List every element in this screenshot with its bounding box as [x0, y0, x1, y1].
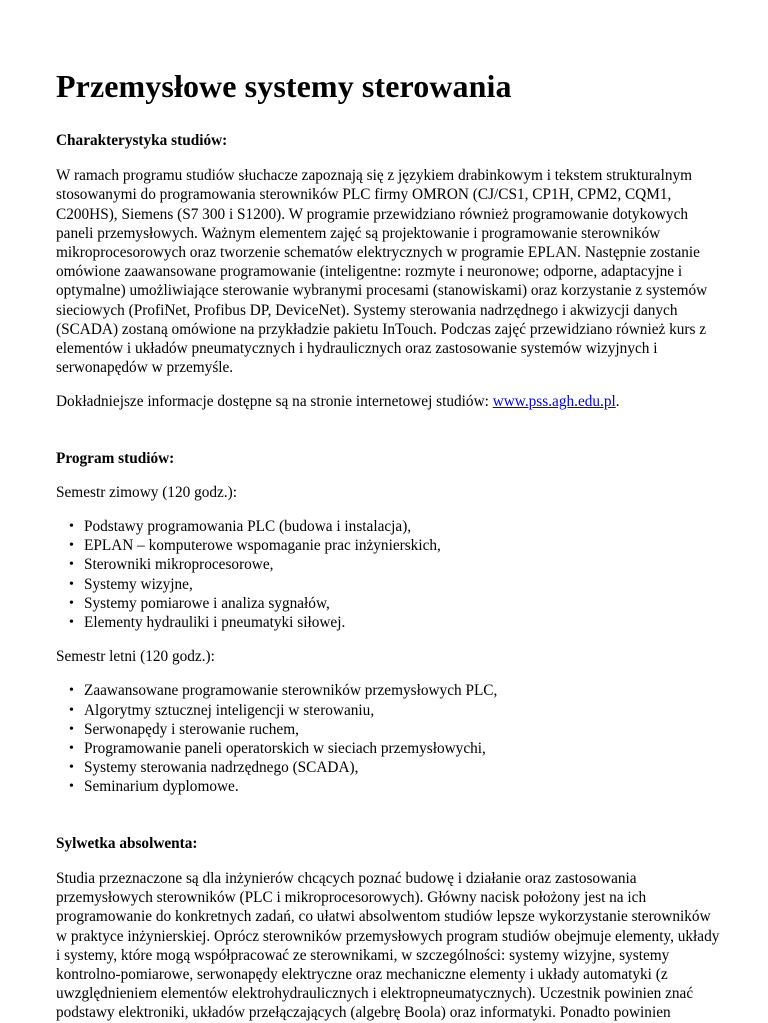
characteristics-heading: Charakterystyka studiów:	[56, 132, 228, 149]
list-item: • Seminarium dyplomowe.	[56, 777, 726, 796]
graduate-line: programowanie do konkretnych zadań, co ułatwi absolwentom studiów lepsze wykorzystanie sterowników	[56, 908, 711, 926]
graduate-heading: Sylwetka absolwenta:	[56, 834, 198, 852]
list-item: • Systemy sterowania nadrzędnego (SCADA),	[56, 758, 726, 777]
graduate-line: i systemy, które mogą współpracować ze sterownikami, w szczególności: systemy wizyjne, systemy	[56, 946, 670, 964]
graduate-line: przemysłowych sterowników (PLC i mikroprocesorowych). Główny nacisk położony jest na ich	[56, 889, 647, 907]
list-item: • Sterowniki mikroprocesorowe,	[56, 555, 726, 574]
info-paragraph	[56, 392, 726, 411]
graduate-line: podstawy elektroniki, układów przełączających (algebrę Boola) oraz informatyki. Ponadto powinien	[56, 1004, 671, 1022]
characteristics-line: serwonapędów w przemyśle.	[56, 359, 234, 377]
list-item: • EPLAN – komputerowe wspomaganie prac inżynierskich,	[56, 536, 726, 555]
list-item: • Systemy pomiarowe i analiza sygnałów,	[56, 594, 726, 613]
graduate-paragraph	[56, 869, 726, 1023]
summer-semester-list	[56, 681, 726, 796]
characteristics-line: optymalne) umożliwiające sterowanie wybranymi procesami (stanowiskami) oraz korzystanie z systemów	[56, 282, 708, 300]
characteristics-line: sieciowych (ProfiNet, Profibus DP, DeviceNet). Systemy sterowania nadrzędnego i akwizycji danych	[56, 301, 678, 319]
list-item: • Zaawansowane programowanie sterowników przemysłowych PLC,	[56, 681, 726, 700]
characteristics-line: omówione zaawansowane programowanie (inteligentne: rozmyte i neuronowe; odporne, adaptacyjne i	[56, 263, 683, 281]
page-title: Przemysłowe systemy sterowania	[56, 68, 512, 104]
summer-semester-label: Semestr letni (120 godz.):	[56, 648, 215, 666]
characteristics-line: C200HS), Siemens (S7 300 i S1200). W programie przewidziano również programowanie dotykowych	[56, 205, 689, 223]
characteristics-line: (SCADA) zostaną omówione na przykładzie pakietu InTouch. Podczas zajęć przewidziano również kurs z	[56, 320, 707, 338]
winter-semester-label: Semestr zimowy (120 godz.):	[56, 483, 237, 501]
list-item: • Systemy wizyjne,	[56, 575, 726, 594]
website-link[interactable]: www.pss.agh.edu.pl	[492, 393, 616, 411]
graduate-line: Studia przeznaczone są dla inżynierów chcących poznać budowę i działanie oraz zastosowania	[56, 869, 637, 887]
winter-semester-list	[56, 517, 726, 632]
info-suffix: .	[615, 393, 620, 411]
characteristics-line: stosowanymi do programowania sterowników PLC firmy OMRON (CJ/CS1, CP1H, CPM2, CQM1,	[56, 186, 672, 204]
program-heading: Program studiów:	[56, 449, 175, 467]
characteristics-line: elementów i układów pneumatycznych i hydraulicznych oraz zastosowanie systemów wizyjnych i	[56, 340, 658, 358]
list-item: • Programowanie paneli operatorskich w sieciach przemysłowychi,	[56, 739, 726, 758]
graduate-line: w praktyce inżynierskiej. Oprócz sterowników przemysłowych program studiów obejmuje elementy, układy	[56, 927, 720, 945]
document-content	[56, 131, 726, 1023]
list-item: • Algorytmy sztucznej inteligencji w sterowaniu,	[56, 701, 726, 720]
list-item: • Elementy hydrauliki i pneumatyki siłowej.	[56, 613, 726, 632]
graduate-line: uwzględnieniem elementów elektrohydraulicznych i elektropneumatycznych). Uczestnik powinien znać	[56, 985, 694, 1003]
info-text: Dokładniejsze informacje dostępne są na stronie internetowej studiów:	[56, 393, 493, 411]
graduate-line: kontrolno-pomiarowe, serwonapędy elektryczne oraz mechaniczne elementy i układy automatyki (z	[56, 965, 668, 983]
characteristics-line: paneli przemysłowych. Ważnym elementem zajęć są projektowanie i programowanie sterowników	[56, 224, 661, 242]
list-item: • Serwonapędy i sterowanie ruchem,	[56, 720, 726, 739]
list-item: • Podstawy programowania PLC (budowa i instalacja),	[56, 517, 726, 536]
characteristics-paragraph	[56, 166, 726, 377]
characteristics-line: mikroprocesorowych oraz tworzenie schematów elektrycznych w programie EPLAN. Następnie zostanie	[56, 244, 700, 262]
characteristics-line: W ramach programu studiów słuchacze zapoznają się z językiem drabinkowym i tekstem strukturalnym	[56, 167, 693, 185]
